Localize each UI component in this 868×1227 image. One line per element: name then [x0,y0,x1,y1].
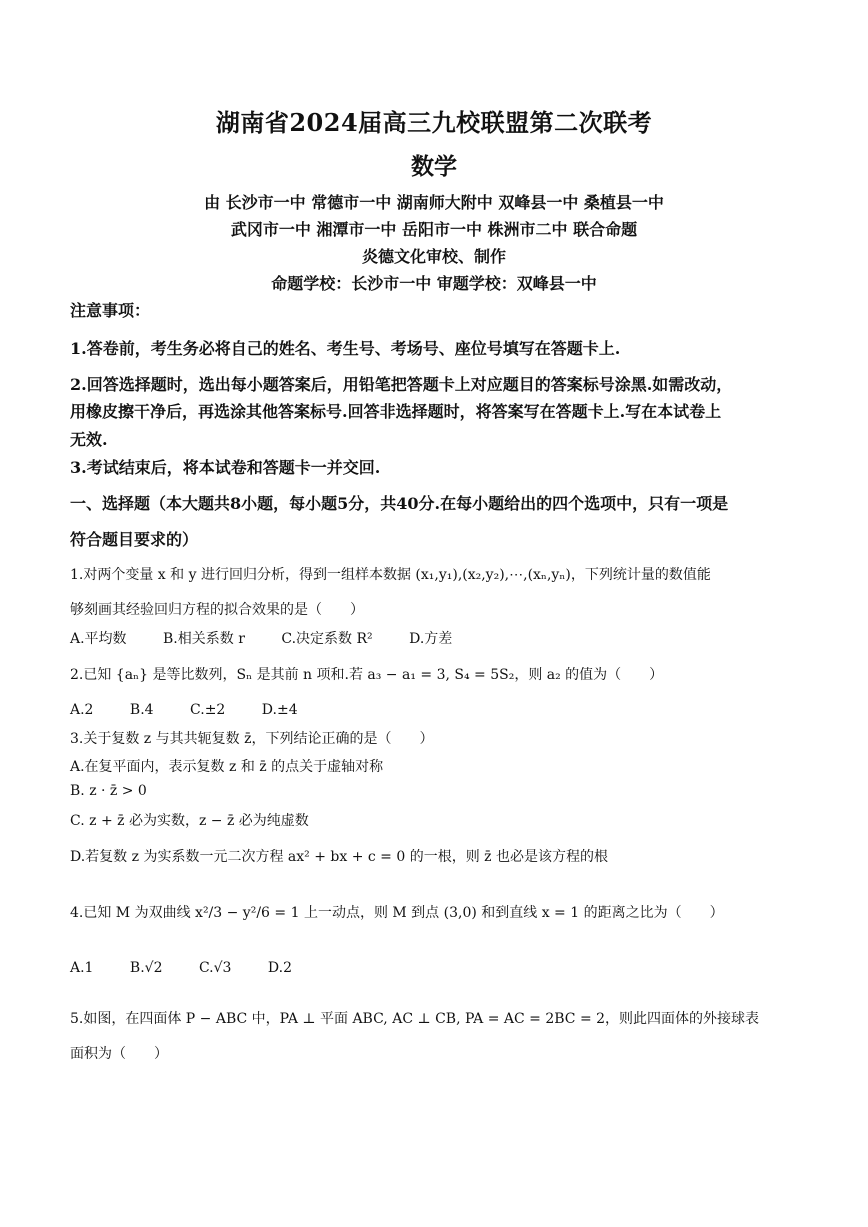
question-2: 2.已知 {aₙ} 是等比数列，Sₙ 是其前 n 项和.若 a₃ − a₁ = 3, S₄ = 5S₂，则 a₂ 的值为（ ） [70,667,664,683]
q1-option-a: A.平均数 [70,631,127,647]
question-1-line-a: 1.对两个变量 x 和 y 进行回归分析，得到一组样本数据 (x₁,y₁),(x₂,y₂),⋯,(xₙ,yₙ)，下列统计量的数值能 [70,567,711,583]
question-4-options [70,960,808,976]
q1-option-d: D.方差 [409,631,453,647]
blank-figure-area [70,1080,800,1200]
q2-option-d: D.±4 [261,702,298,718]
notice-item-2a: 2.回答选择题时，选出每小题答案后，用铅笔把答题卡上对应题目的答案标号涂黑.如需改动， [70,375,733,394]
org-line-3: 炎德文化审校、制作 [361,247,506,266]
question-2-options [70,702,808,718]
question-3-option-d: D.若复数 z 为实系数一元二次方程 ax² + bx + c = 0 的一根，则 z̄ 也必是该方程的根 [70,849,608,865]
q4-option-c: C.√3 [198,960,232,976]
notice-item-1: 1.答卷前，考生务必将自己的姓名、考生号、考场号、座位号填写在答题卡上. [70,339,621,358]
notice-item-2c: 无效. [70,430,108,449]
question-3-option-a: A.在复平面内，表示复数 z 和 z̄ 的点关于虚轴对称 [70,759,384,775]
org-line-4: 命题学校：长沙市一中 审题学校：双峰县一中 [271,274,597,293]
question-3: 3.关于复数 z 与其共轭复数 z̄，下列结论正确的是（ ） [70,731,434,747]
question-3-option-b: B. z · z̄ > 0 [70,783,147,799]
notice-heading: 注意事项： [70,301,151,320]
q4-option-b: B.√2 [129,960,163,976]
q2-option-c: C.±2 [190,702,226,718]
org-line-1: 由 长沙市一中 常德市一中 湖南师大附中 双峰县一中 桑植县一中 [204,193,664,212]
question-5-line-a: 5.如图，在四面体 P − ABC 中，PA ⊥ 平面 ABC, AC ⊥ CB, PA = AC = 2BC = 2，则此四面体的外接球表 [70,1011,760,1027]
q4-option-a: A.1 [70,960,94,976]
question-3-option-c: C. z + z̄ 必为实数，z − z̄ 必为纯虚数 [70,813,309,829]
q4-option-d: D.2 [267,960,292,976]
question-1-line-b: 够刻画其经验回归方程的拟合效果的是（ ） [70,602,364,618]
q2-option-a: A.2 [70,702,94,718]
notice-item-2b: 用橡皮擦干净后，再选涂其他答案标号.回答非选择题时，将答案写在答题卡上.写在本试卷上 [70,402,722,421]
exam-title: 湖南省2024届高三九校联盟第二次联考 [215,108,653,137]
q2-option-b: B.4 [129,702,154,718]
notice-item-3: 3.考试结束后，将本试卷和答题卡一并交回. [70,458,381,477]
question-1-options [70,628,808,648]
section-1-heading-b: 符合题目要求的） [70,530,199,549]
question-4: 4.已知 M 为双曲线 x²/3 − y²/6 = 1 上一动点，则 M 到点 (3,0) 和到直线 x = 1 的距离之比为（ ） [70,905,724,921]
section-1-heading-a: 一、选择题（本大题共8小题，每小题5分，共40分.在每小题给出的四个选项中，只有一项是 [70,494,729,513]
q1-option-c: C.决定系数 R² [281,631,373,647]
q1-option-b: B.相关系数 r [163,631,245,647]
exam-subject: 数学 [411,153,457,180]
org-line-2: 武冈市一中 湘潭市一中 岳阳市一中 株洲市二中 联合命题 [230,220,638,239]
question-5-line-b: 面积为（ ） [70,1046,168,1062]
